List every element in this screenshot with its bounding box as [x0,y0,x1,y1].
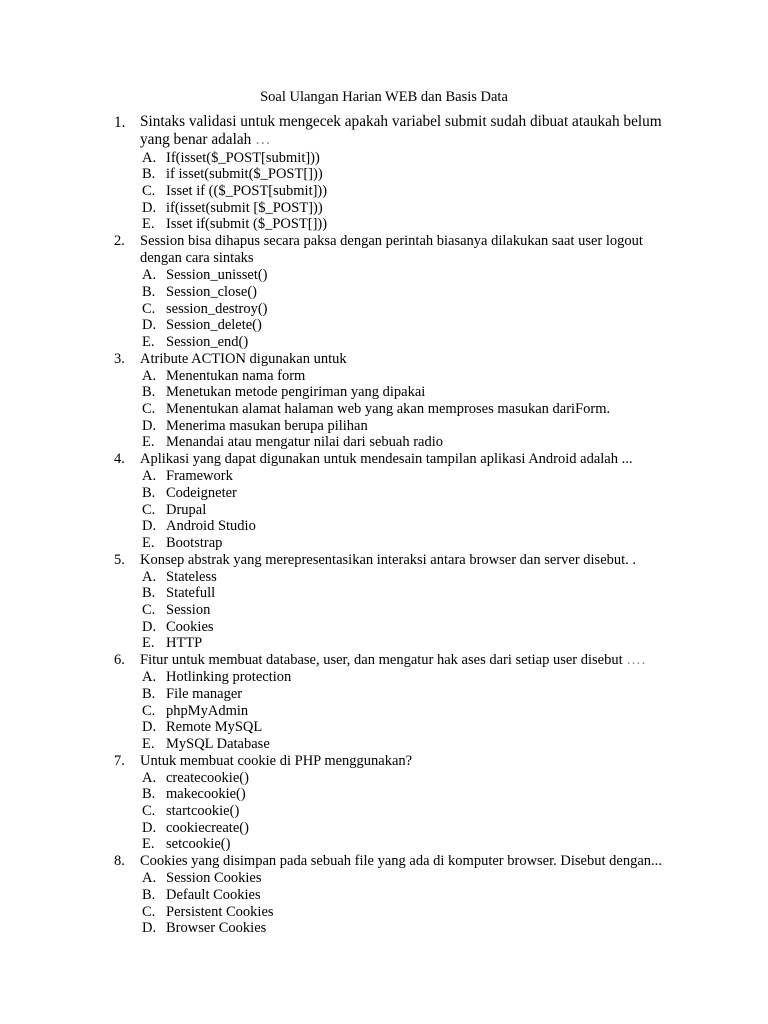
option-a: A. Stateless [142,568,217,585]
question-text: Aplikasi yang dapat digunakan untuk mendesain tampilan aplikasi Android adalah ... [140,451,633,468]
option-c: C. startcookie() [142,803,240,820]
question-number: 3. [114,350,125,367]
option-e: E. Isset if(submit ($_POST[])) [142,216,328,233]
option-b: B. if isset(submit($_POST[])) [142,166,323,183]
option-a: A. Session Cookies [142,870,262,887]
option-list [140,150,674,233]
question-number: 8. [114,852,125,869]
option-c: C. Persistent Cookies [142,903,274,920]
ellipsis: … [255,131,272,149]
option-d: D. cookiecreate() [142,819,249,836]
ellipsis: …. [626,652,647,669]
option-c: C. Isset if (($_POST[submit])) [142,182,328,199]
option-b: B. makecookie() [142,786,246,803]
option-d: D. if(isset(submit [$_POST])) [142,199,323,216]
question-3 [114,351,674,451]
option-list [140,569,674,652]
option-c: C. Session [142,602,211,619]
question-list [114,113,674,937]
option-b: B. Menetukan metode pengiriman yang dipakai [142,384,426,401]
option-e: E. MySQL Database [142,735,270,752]
option-a: A. If(isset($_POST[submit])) [142,149,320,166]
option-e: E. Menandai atau mengatur nilai dari sebuah radio [142,434,444,451]
option-b: B. Codeigneter [142,484,237,501]
question-text: Session bisa dihapus secara paksa dengan perintah biasanya dilakukan saat user logout dengan cara sintaks [140,232,643,267]
question-text: Fitur untuk membuat database, user, dan mengatur hak ases dari setiap user disebut …. [140,652,647,669]
option-d: D. Menerima masukan berupa pilihan [142,417,368,434]
option-b: B. File manager [142,685,243,702]
option-list [140,870,674,937]
option-list [140,368,674,451]
question-number: 4. [114,451,125,468]
question-4 [114,451,674,551]
option-e: E. Bootstrap [142,534,223,551]
question-8 [114,853,674,937]
question-number: 1. [114,114,126,131]
option-a: A. Hotlinking protection [142,669,292,686]
option-list [140,468,674,551]
question-number: 5. [114,551,125,568]
option-list [140,770,674,853]
option-d: D. Android Studio [142,518,256,535]
option-b: B. Session_close() [142,283,258,300]
option-d: D. Remote MySQL [142,719,263,736]
option-b: B. Default Cookies [142,886,261,903]
question-text: Konsep abstrak yang merepresentasikan interaksi antara browser dan server disebut. . [140,551,637,568]
option-d: D. Cookies [142,618,214,635]
option-e: E. setcookie() [142,836,231,853]
option-d: D. Browser Cookies [142,920,267,937]
option-c: C. session_destroy() [142,300,268,317]
question-number: 6. [114,652,125,669]
option-list [140,669,674,752]
question-1 [114,113,674,233]
option-e: E. HTTP [142,635,203,652]
option-c: C. Menentukan alamat halaman web yang akan memproses masukan dariForm. [142,401,611,418]
document-title: Soal Ulangan Harian WEB dan Basis Data [260,89,508,105]
question-2 [114,233,674,351]
question-text: Untuk membuat cookie di PHP menggunakan? [140,752,413,769]
question-text: Sintaks validasi untuk mengecek apakah variabel submit sudah dibuat ataukah belum yang benar adalah … [140,113,662,149]
option-a: A. Framework [142,468,233,485]
option-a: A. createcookie() [142,769,249,786]
option-d: D. Session_delete() [142,317,262,334]
option-c: C. phpMyAdmin [142,702,249,719]
question-7 [114,753,674,853]
option-e: E. Session_end() [142,333,249,350]
question-text: Atribute ACTION digunakan untuk [140,350,347,367]
question-6 [114,652,674,752]
option-a: A. Menentukan nama form [142,367,306,384]
question-number: 2. [114,232,125,249]
question-number: 7. [114,752,125,769]
question-5 [114,552,674,652]
option-list [140,267,674,350]
option-b: B. Statefull [142,585,216,602]
question-text: Cookies yang disimpan pada sebuah file yang ada di komputer browser. Disebut dengan... [140,852,662,869]
option-a: A. Session_unisset() [142,267,268,284]
option-c: C. Drupal [142,501,207,518]
